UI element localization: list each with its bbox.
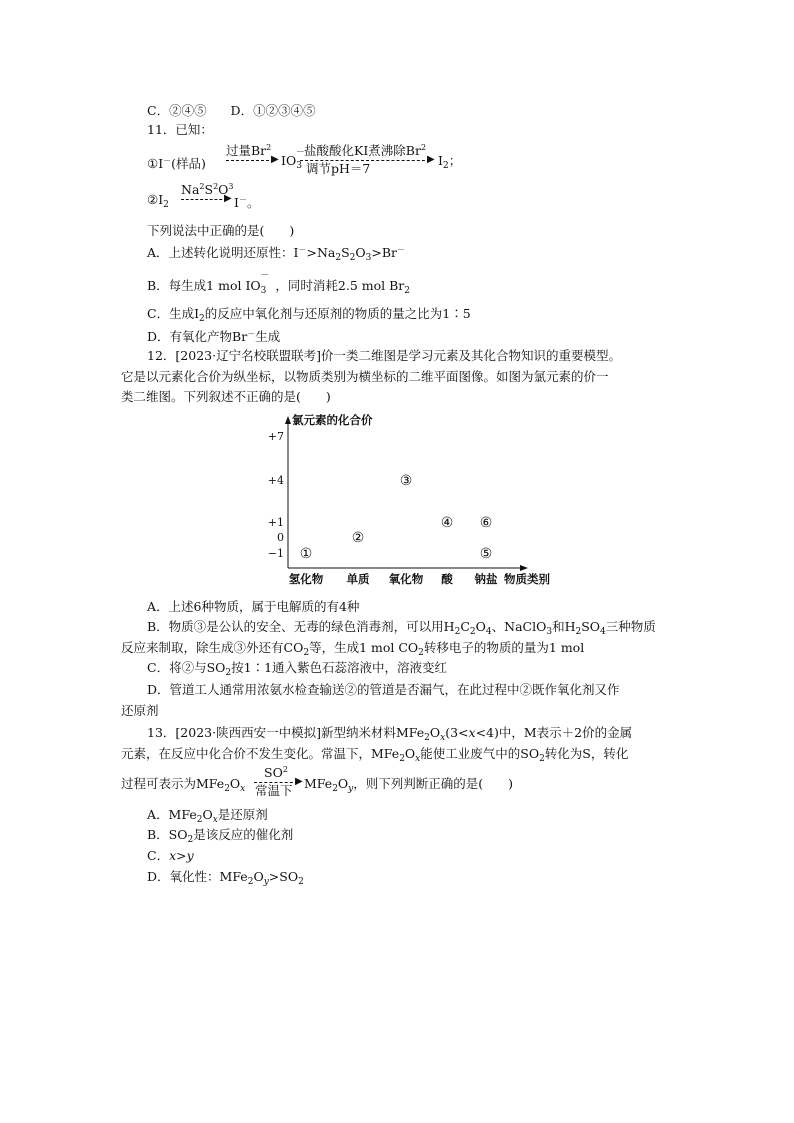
q11-rxn1-end: $I_2$； <box>438 153 462 171</box>
chart-y-ticks <box>268 430 284 560</box>
q13-arrow-bottom: 常温下 <box>255 783 293 798</box>
q12-line1: 12．[2023·辽宁名校联盟联考]价一类二维图是学习元素及其化合物知识的重要模型。 <box>147 348 621 363</box>
q13-option-d: D．氧化性：$MFe_2O_y>SO_2$ <box>147 869 304 887</box>
chart-y-tick-label: +1 <box>267 516 284 529</box>
q12-line2: 它是以元素化合价为纵坐标，以物质类别为横坐标的二维平面图像。如图为氯元素的价一 <box>121 369 609 384</box>
chart-y-tick-label: +4 <box>267 474 284 487</box>
q13-option-a: A．$MFe_2O_x$是还原剂 <box>147 807 268 825</box>
chart-point: ⑥ <box>479 515 493 531</box>
q12-option-b-line2: 反应来制取，除生成③外还有$CO_2$等，生成1 mol $CO_2$转移电子的物质的量为1 mol <box>121 640 585 658</box>
chart-y-tick-label: −1 <box>267 547 284 560</box>
chart-point: ④ <box>440 515 454 531</box>
q11-rxn1-mid-species: $IO_3^-$ <box>281 148 305 171</box>
q12-option-a: A．上述6种物质，属于电解质的有4种 <box>147 599 360 614</box>
chart-point: ② <box>351 530 365 546</box>
chart-y-arrow-icon <box>285 416 291 424</box>
q11-stem: 11．已知： <box>147 122 213 137</box>
arrow-head-icon: ▶ <box>271 154 279 165</box>
chart-x-tick-label: 氧化物 <box>388 572 424 586</box>
chart-y-tick-label: +7 <box>267 430 284 443</box>
q13-arrow-top: $SO^2$ <box>264 765 288 780</box>
q11-option-d: D．有氧化产物Br－生成 <box>147 329 281 344</box>
q12-option-d-line2: 还原剂 <box>121 703 159 718</box>
chart-point: ① <box>299 546 313 562</box>
q11-rxn2-arrow-label: $Na^2S^2O^3$ <box>181 182 234 197</box>
q12-option-b-line1: B．物质③是公认的安全、无毒的绿色消毒剂，可以用$H_2C_2O_4$、NaClO$_3$和$H_2SO_4$三种物质 <box>147 619 656 637</box>
q11-rxn1-arrow1 <box>226 160 274 161</box>
q13-line2: 元素，在反应中化合价不发生变化。常温下，$MFe_2O_x$能使工业废气中的$SO_2$转化为S，转化 <box>121 746 629 764</box>
q13-line3-start: 过程可表示为$MFe_2O_x$ <box>121 776 246 794</box>
arrow-head-icon: ▶ <box>295 776 303 787</box>
arrow-head-icon: ▶ <box>224 193 232 204</box>
q10-options-line <box>147 103 316 119</box>
q11-rxn2-start: $②I_2$ <box>147 192 169 210</box>
q10-option-d: D．①②③④⑤ <box>230 103 316 118</box>
q11-rxn1-start: ①I－(样品) <box>147 156 206 171</box>
chart-x-ticks <box>289 572 498 586</box>
chart-points <box>300 473 493 562</box>
valence-category-chart <box>260 410 560 590</box>
q11-option-b: B．每生成1 mol $IO_3^-$，同时消耗2.5 mol $Br_2$ <box>147 271 411 296</box>
arrow-head-icon: ▶ <box>427 154 435 165</box>
q11-rxn2-end: I－。 <box>234 195 260 210</box>
chart-y-tick-label: 0 <box>277 531 284 544</box>
q12-option-c: C．将②与$SO_2$按1∶1通入紫色石蕊溶液中，溶液变红 <box>147 660 448 678</box>
q13-option-c: C．x>y <box>147 848 194 863</box>
q11-rxn2-arrow <box>181 199 227 200</box>
chart-x-tick-label: 钠盐 <box>474 572 498 586</box>
q11-rxn1-arrow1-label: 过量Br$^2$ <box>226 143 272 158</box>
q11-rxn1-arrow2-bottom: 调节pH＝7 <box>306 161 371 176</box>
q12-line3: 类二维图。下列叙述不正确的是( ) <box>121 389 331 404</box>
q13-line3-end: $MFe_2O_y$，则下列判断正确的是( ) <box>304 776 514 794</box>
q11-rxn1-arrow2-top: 盐酸酸化KI煮沸除Br$^2$ <box>304 143 427 158</box>
q11-option-c: C．生成$I_2$的反应中氧化剂与还原剂的物质的量之比为1∶5 <box>147 306 471 324</box>
chart-ylabel: 氯元素的化合价 <box>292 413 373 427</box>
chart-x-tick-label: 酸 <box>441 572 453 586</box>
chart-x-arrow-icon <box>520 565 528 571</box>
q11-option-a: A．上述转化说明还原性：$I^->Na_2S_2O_3>Br^-$ <box>147 245 406 263</box>
chart-point: ③ <box>399 473 413 489</box>
chart-x-tick-label: 氢化物 <box>288 572 324 586</box>
q10-option-c: C．②④⑤ <box>147 103 207 118</box>
q12-option-d-line1: D．管道工人通常用浓氨水检查输送②的管道是否漏气，在此过程中②既作氧化剂又作 <box>147 682 620 697</box>
q13-option-b: B．$SO_2$是该反应的催化剂 <box>147 827 294 845</box>
chart-x-tick-label: 单质 <box>346 572 370 586</box>
q13-line1: 13．[2023·陕西西安一中模拟]新型纳米材料$MFe_2O_x(3<x<4)$中，M表示＋2价的金属 <box>147 725 633 743</box>
chart-point: ⑤ <box>479 546 493 562</box>
chart-xlabel: 物质类别 <box>504 572 550 586</box>
q11-question: 下列说法中正确的是( ) <box>147 223 295 238</box>
